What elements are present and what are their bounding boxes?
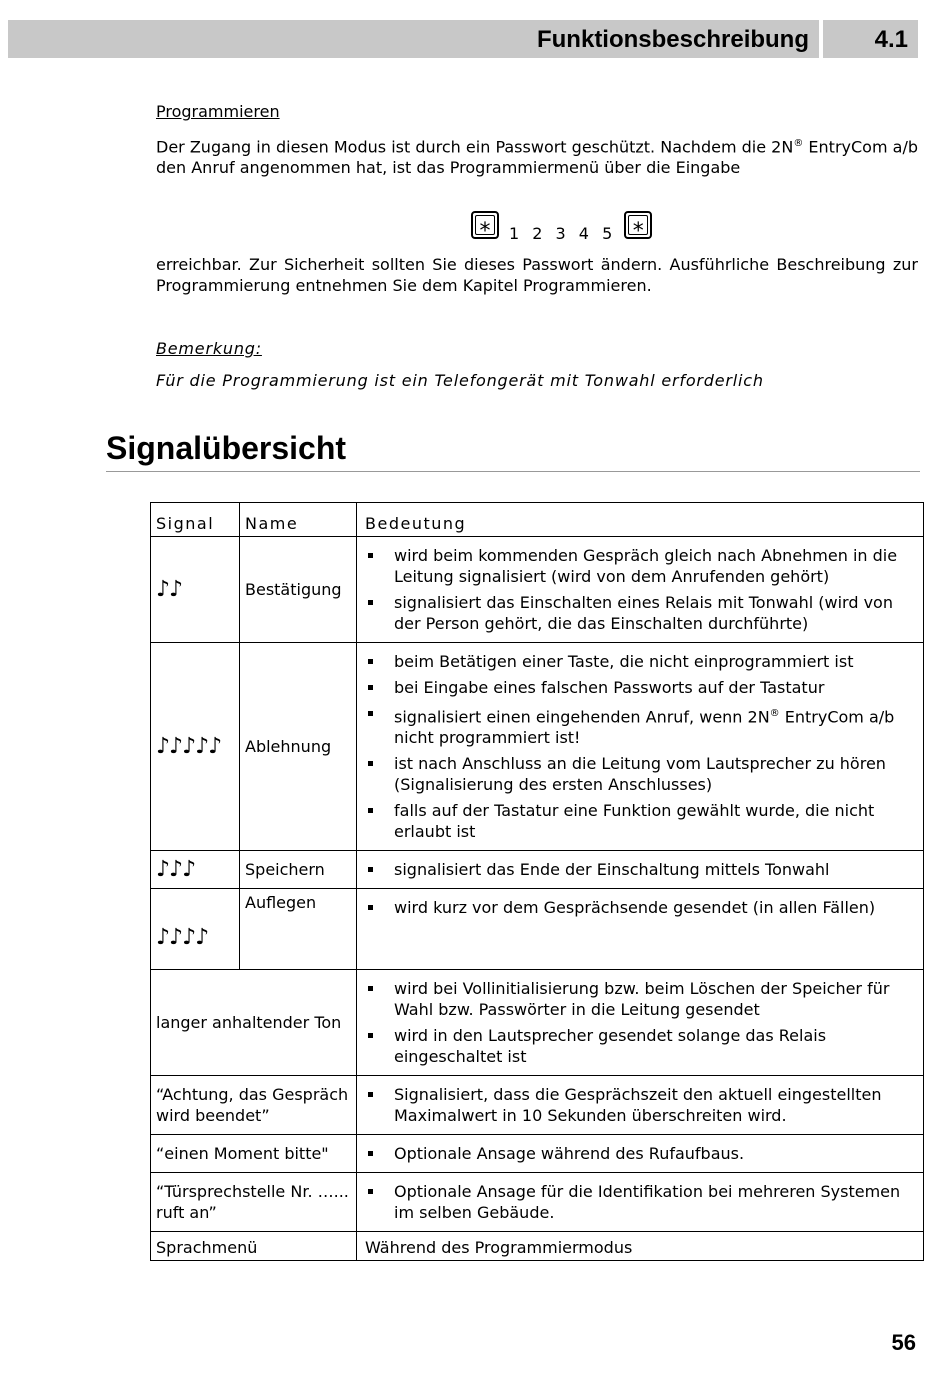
para1-pre: Der Zugang in diesen Modus ist durch ein Passwort geschützt. Nachdem die 2N bbox=[156, 137, 794, 157]
list-item: beim Betätigen einer Taste, die nicht einprogrammiert ist bbox=[365, 651, 917, 672]
signal-name: Speichern bbox=[240, 851, 357, 889]
signal-meaning bbox=[357, 1173, 924, 1232]
programmieren-paragraph-2: erreichbar. Zur Sicherheit sollten Sie dieses Passwort ändern. Ausführliche Beschreibung zur Programmierung entnehmen Sie dem Kapitel Programmieren. bbox=[156, 255, 918, 295]
bemerkung-label: Bemerkung: bbox=[156, 339, 262, 358]
signal-meaning bbox=[357, 889, 924, 970]
signal-name: Sprachmenü bbox=[151, 1232, 357, 1261]
table-header-row bbox=[151, 503, 924, 537]
signal-name: “Türsprechstelle Nr. …... ruft an” bbox=[151, 1173, 357, 1232]
signal-table bbox=[150, 502, 924, 1261]
password-code: 1 2 3 4 5 bbox=[509, 224, 617, 243]
signal-name: “Achtung, das Gespräch wird beendet” bbox=[151, 1076, 357, 1135]
list-item: signalisiert das Einschalten eines Relais mit Tonwahl (wird von der Person gehört, die das Einschalten durchführte) bbox=[365, 592, 917, 634]
list-item: wird in den Lautsprecher gesendet solange das Relais eingeschaltet ist bbox=[365, 1025, 917, 1067]
header-signal: Signal bbox=[151, 503, 240, 537]
header-bedeutung: Bedeutung bbox=[357, 503, 924, 537]
list-item: ist nach Anschluss an die Leitung vom Lautsprecher zu hören (Signalisierung des ersten Anschlusses) bbox=[365, 753, 917, 795]
signal-name: Bestätigung bbox=[240, 537, 357, 643]
list-item: Optionale Ansage für die Identifikation bei mehreren Systemen im selben Gebäude. bbox=[365, 1181, 917, 1223]
list-item: signalisiert einen eingehenden Anruf, wenn 2N® EntryCom a/b nicht programmiert ist! bbox=[365, 703, 917, 748]
list-item: wird bei Vollinitialisierung bzw. beim Löschen der Speicher für Wahl bzw. Passwörter in die Leitung gesendet bbox=[365, 978, 917, 1020]
header-name: Name bbox=[240, 503, 357, 537]
signal-notes-icon: ♪♪♪♪♪ bbox=[151, 643, 240, 851]
star-key-icon: ⁎ bbox=[624, 211, 652, 239]
programmieren-paragraph-1 bbox=[156, 133, 918, 178]
bemerkung-text: Für die Programmierung ist ein Telefongerät mit Tonwahl erforderlich bbox=[156, 371, 764, 390]
signal-overview-heading: Signalübersicht bbox=[106, 430, 920, 472]
signal-notes-icon: ♪♪♪ bbox=[151, 851, 240, 889]
section-number-box bbox=[823, 20, 918, 58]
table-row bbox=[151, 851, 924, 889]
signal-name: Auflegen bbox=[240, 889, 357, 970]
signal-meaning bbox=[357, 1135, 924, 1173]
list-item: falls auf der Tastatur eine Funktion gewählt wurde, die nicht erlaubt ist bbox=[365, 800, 917, 842]
signal-notes-icon: ♪♪♪♪ bbox=[151, 889, 240, 970]
list-item: Optionale Ansage während des Rufaufbaus. bbox=[365, 1143, 917, 1164]
signal-name: langer anhaltender Ton bbox=[151, 970, 357, 1076]
header-title: Funktionsbeschreibung bbox=[536, 26, 809, 53]
table-row bbox=[151, 1135, 924, 1173]
password-key-sequence bbox=[471, 207, 652, 243]
table-row bbox=[151, 1076, 924, 1135]
table-row bbox=[151, 643, 924, 851]
list-item: wird beim kommenden Gespräch gleich nach Abnehmen in die Leitung signalisiert (wird von dem Anrufenden gehört) bbox=[365, 545, 917, 587]
table-row bbox=[151, 1232, 924, 1261]
signal-meaning bbox=[357, 970, 924, 1076]
list-item: bei Eingabe eines falschen Passworts auf der Tastatur bbox=[365, 677, 917, 698]
signal-meaning bbox=[357, 1076, 924, 1135]
signal-name: “einen Moment bitte" bbox=[151, 1135, 357, 1173]
list-item: signalisiert das Ende der Einschaltung mittels Tonwahl bbox=[365, 859, 917, 880]
table-row bbox=[151, 1173, 924, 1232]
page-number: 56 bbox=[891, 1330, 916, 1355]
signal-meaning bbox=[357, 537, 924, 643]
table-row bbox=[151, 537, 924, 643]
table-row bbox=[151, 889, 924, 970]
star-key-icon: ⁎ bbox=[471, 211, 499, 239]
signal-notes-icon: ♪♪ bbox=[151, 537, 240, 643]
signal-meaning bbox=[357, 851, 924, 889]
section-number: 4.1 bbox=[874, 26, 908, 53]
table-row bbox=[151, 970, 924, 1076]
programmieren-heading: Programmieren bbox=[156, 102, 280, 121]
para1-post: EntryCom a/b den Anruf angenommen hat, ist das Programmiermenü über die Eingabe bbox=[156, 137, 919, 178]
registered-mark: ® bbox=[793, 138, 804, 149]
header-bar bbox=[8, 20, 819, 58]
signal-meaning: Während des Programmiermodus bbox=[357, 1232, 924, 1261]
list-item: wird kurz vor dem Gesprächsende gesendet (in allen Fällen) bbox=[365, 897, 917, 918]
list-item: Signalisiert, dass die Gesprächszeit den aktuell eingestellten Maximalwert in 10 Sekunden überschreiten wird. bbox=[365, 1084, 917, 1126]
signal-name: Ablehnung bbox=[240, 643, 357, 851]
signal-meaning bbox=[357, 643, 924, 851]
